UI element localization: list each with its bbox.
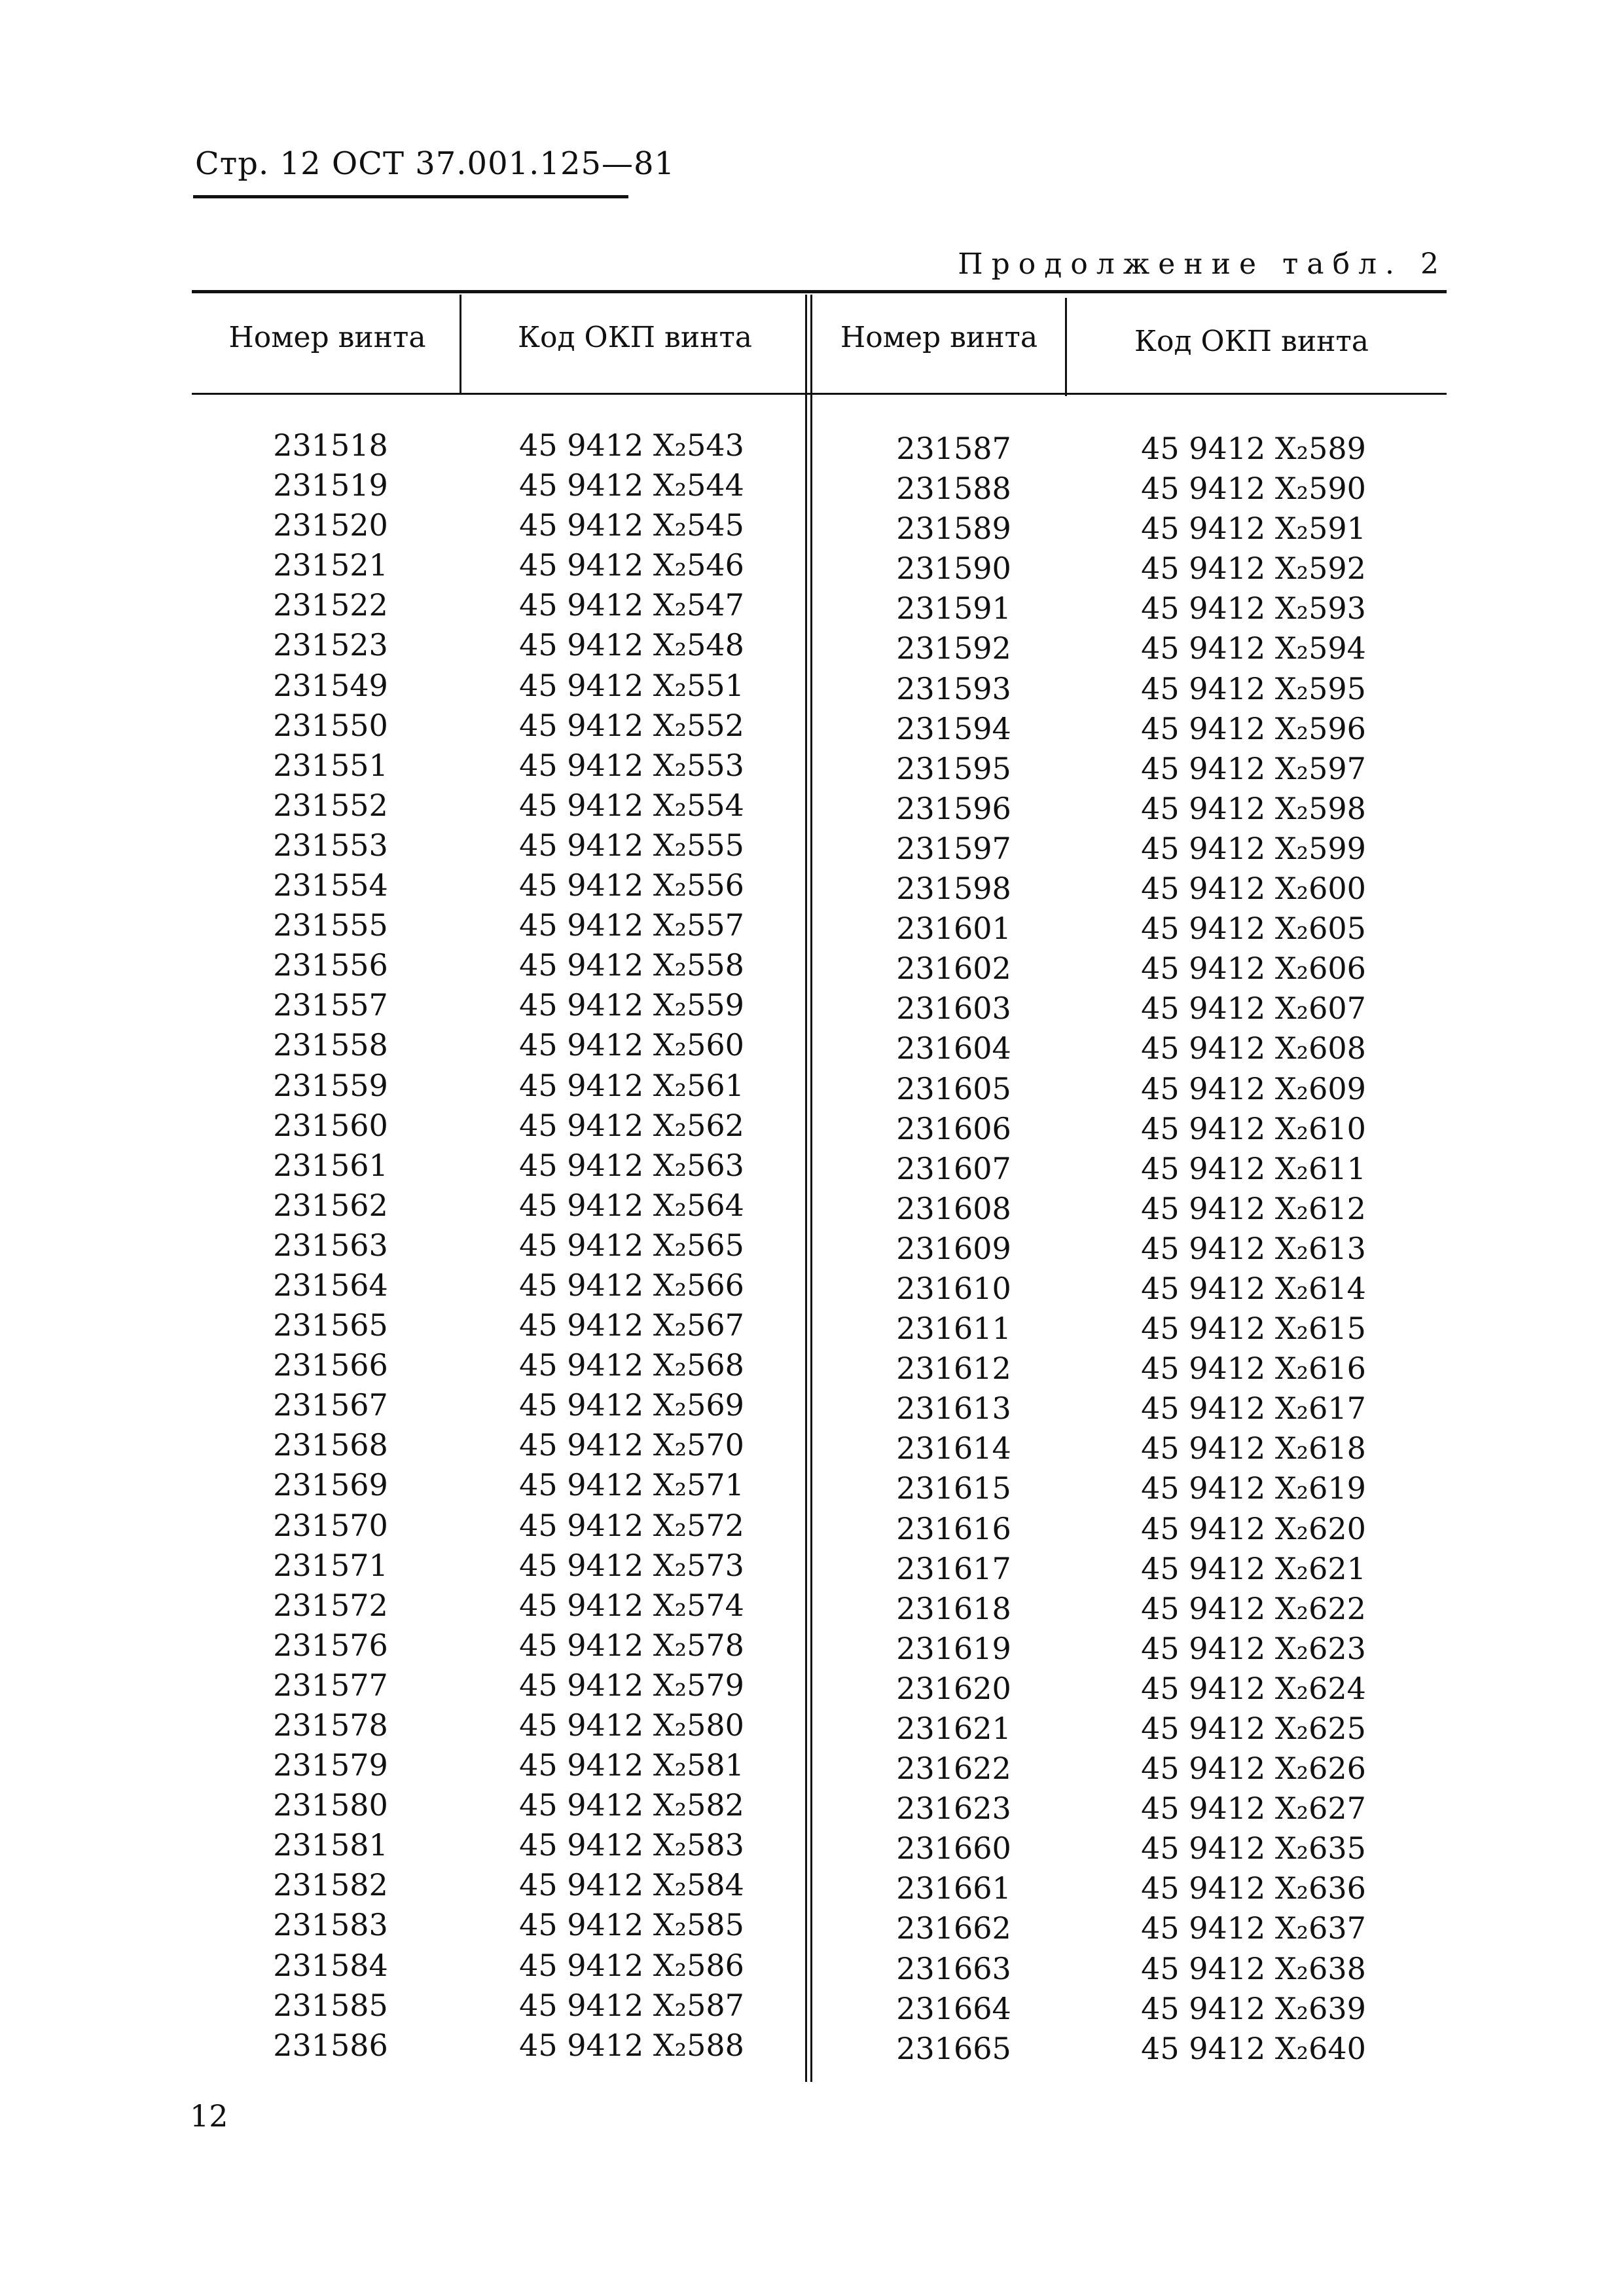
okp-code-cell: 45 9412 X₂625: [1141, 1711, 1366, 1746]
screw-number-cell: 231553: [273, 827, 388, 863]
okp-code-cell: 45 9412 X₂565: [519, 1227, 744, 1263]
okp-code-cell: 45 9412 X₂598: [1141, 790, 1366, 826]
screw-number-cell: 231616: [896, 1510, 1011, 1546]
table-center-divider: [805, 295, 807, 2082]
screw-number-cell: 231586: [273, 2027, 388, 2063]
screw-number-cell: 231520: [273, 507, 388, 543]
okp-code-cell: 45 9412 X₂568: [519, 1347, 744, 1383]
okp-code-cell: 45 9412 X₂573: [519, 1547, 744, 1583]
okp-code-cell: 45 9412 X₂635: [1141, 1831, 1366, 1867]
screw-number-cell: 231588: [896, 471, 1011, 507]
screw-number-cell: 231522: [273, 587, 388, 623]
okp-code-cell: 45 9412 X₂606: [1141, 951, 1366, 987]
okp-code-cell: 45 9412 X₂559: [519, 987, 744, 1023]
okp-code-cell: 45 9412 X₂623: [1141, 1630, 1366, 1666]
okp-code-cell: 45 9412 X₂563: [519, 1147, 744, 1183]
left-number-column: [249, 426, 412, 2066]
screw-number-cell: 231662: [896, 1910, 1011, 1946]
screw-number-cell: 231614: [896, 1430, 1011, 1467]
screw-number-cell: 231577: [273, 1667, 388, 1703]
screw-number-cell: 231556: [273, 947, 388, 983]
screw-number-cell: 231579: [273, 1747, 388, 1783]
okp-code-cell: 45 9412 X₂590: [1141, 471, 1366, 507]
screw-number-cell: 231552: [273, 787, 388, 823]
screw-number-cell: 231560: [273, 1107, 388, 1143]
screw-number-cell: 231595: [896, 750, 1011, 786]
screw-number-cell: 231609: [896, 1230, 1011, 1266]
column-divider: [1065, 298, 1067, 396]
page-number: 12: [190, 2098, 228, 2134]
left-code-column: [501, 426, 763, 2066]
okp-code-cell: 45 9412 X₂620: [1141, 1510, 1366, 1546]
screw-number-cell: 231518: [273, 428, 388, 463]
screw-number-cell: 231569: [273, 1467, 388, 1503]
screw-number-cell: 231608: [896, 1190, 1011, 1226]
okp-code-cell: 45 9412 X₂558: [519, 947, 744, 983]
screw-number-cell: 231587: [896, 431, 1011, 466]
screw-number-cell: 231554: [273, 867, 388, 903]
screw-number-cell: 231605: [896, 1070, 1011, 1106]
okp-code-cell: 45 9412 X₂611: [1141, 1150, 1366, 1186]
okp-code-cell: 45 9412 X₂607: [1141, 991, 1366, 1027]
okp-code-cell: 45 9412 X₂610: [1141, 1110, 1366, 1146]
okp-code-cell: 45 9412 X₂591: [1141, 511, 1366, 547]
screw-number-cell: 231619: [896, 1630, 1011, 1666]
right-code-column: [1123, 429, 1384, 2069]
okp-code-cell: 45 9412 X₂562: [519, 1107, 744, 1143]
okp-code-cell: 45 9412 X₂546: [519, 547, 744, 583]
screw-number-cell: 231550: [273, 707, 388, 743]
okp-code-cell: 45 9412 X₂580: [519, 1707, 744, 1743]
okp-code-cell: 45 9412 X₂595: [1141, 670, 1366, 706]
okp-code-cell: 45 9412 X₂574: [519, 1587, 744, 1623]
screw-number-cell: 231563: [273, 1227, 388, 1263]
column-header: Номер винта: [840, 321, 1038, 354]
screw-number-cell: 231564: [273, 1267, 388, 1303]
screw-number-cell: 231558: [273, 1027, 388, 1063]
screw-number-cell: 231665: [896, 2030, 1011, 2066]
okp-code-cell: 45 9412 X₂555: [519, 827, 744, 863]
screw-number-cell: 231615: [896, 1470, 1011, 1506]
screw-number-cell: 231661: [896, 1870, 1011, 1906]
screw-number-cell: 231567: [273, 1387, 388, 1423]
okp-code-cell: 45 9412 X₂587: [519, 1987, 744, 2023]
title-underline: [193, 195, 628, 198]
okp-code-cell: 45 9412 X₂588: [519, 2027, 744, 2063]
screw-number-cell: 231570: [273, 1507, 388, 1543]
okp-code-cell: 45 9412 X₂593: [1141, 591, 1366, 627]
okp-code-cell: 45 9412 X₂572: [519, 1507, 744, 1543]
screw-number-cell: 231578: [273, 1707, 388, 1743]
okp-code-cell: 45 9412 X₂544: [519, 467, 744, 503]
okp-code-cell: 45 9412 X₂636: [1141, 1870, 1366, 1906]
okp-code-cell: 45 9412 X₂567: [519, 1307, 744, 1343]
screw-number-cell: 231589: [896, 511, 1011, 547]
screw-number-cell: 231582: [273, 1867, 388, 1903]
screw-number-cell: 231523: [273, 627, 388, 663]
screw-number-cell: 231549: [273, 667, 388, 703]
column-header: Номер винта: [228, 321, 426, 354]
screw-number-cell: 231581: [273, 1827, 388, 1863]
okp-code-cell: 45 9412 X₂570: [519, 1427, 744, 1463]
screw-number-cell: 231607: [896, 1150, 1011, 1186]
okp-code-cell: 45 9412 X₂579: [519, 1667, 744, 1703]
screw-number-cell: 231663: [896, 1950, 1011, 1986]
okp-code-cell: 45 9412 X₂599: [1141, 830, 1366, 866]
okp-code-cell: 45 9412 X₂556: [519, 867, 744, 903]
okp-code-cell: 45 9412 X₂613: [1141, 1230, 1366, 1266]
column-header: Код ОКП винта: [517, 321, 753, 354]
screw-number-cell: 231568: [273, 1427, 388, 1463]
screw-number-cell: 231551: [273, 747, 388, 783]
screw-number-cell: 231618: [896, 1590, 1011, 1626]
okp-code-cell: 45 9412 X₂618: [1141, 1430, 1366, 1467]
screw-number-cell: 231590: [896, 551, 1011, 587]
okp-code-cell: 45 9412 X₂639: [1141, 1990, 1366, 2026]
okp-code-cell: 45 9412 X₂561: [519, 1067, 744, 1103]
table-header-rule: [192, 393, 1447, 395]
okp-code-cell: 45 9412 X₂566: [519, 1267, 744, 1303]
okp-code-cell: 45 9412 X₂608: [1141, 1030, 1366, 1066]
screw-number-cell: 231604: [896, 1030, 1011, 1066]
okp-code-cell: 45 9412 X₂640: [1141, 2030, 1366, 2066]
screw-number-cell: 231611: [896, 1311, 1011, 1347]
column-divider: [460, 295, 461, 393]
okp-code-cell: 45 9412 X₂624: [1141, 1670, 1366, 1706]
screw-number-cell: 231613: [896, 1391, 1011, 1427]
screw-number-cell: 231606: [896, 1110, 1011, 1146]
okp-code-cell: 45 9412 X₂609: [1141, 1070, 1366, 1106]
okp-code-cell: 45 9412 X₂585: [519, 1907, 744, 1943]
table-center-divider: [810, 295, 812, 2082]
screw-number-cell: 231555: [273, 907, 388, 943]
screw-number-cell: 231612: [896, 1351, 1011, 1387]
table-top-rule: [192, 290, 1447, 293]
okp-code-cell: 45 9412 X₂621: [1141, 1550, 1366, 1586]
screw-number-cell: 231602: [896, 951, 1011, 987]
screw-number-cell: 231621: [896, 1711, 1011, 1746]
column-header: Код ОКП винта: [1134, 325, 1369, 358]
okp-code-cell: 45 9412 X₂617: [1141, 1391, 1366, 1427]
okp-code-cell: 45 9412 X₂605: [1141, 911, 1366, 947]
screw-number-cell: 231597: [896, 830, 1011, 866]
okp-code-cell: 45 9412 X₂612: [1141, 1190, 1366, 1226]
screw-number-cell: 231622: [896, 1751, 1011, 1787]
screw-number-cell: 231521: [273, 547, 388, 583]
okp-code-cell: 45 9412 X₂614: [1141, 1270, 1366, 1306]
okp-code-cell: 45 9412 X₂564: [519, 1187, 744, 1223]
screw-number-cell: 231566: [273, 1347, 388, 1383]
screw-number-cell: 231559: [273, 1067, 388, 1103]
okp-code-cell: 45 9412 X₂589: [1141, 431, 1366, 466]
okp-code-cell: 45 9412 X₂638: [1141, 1950, 1366, 1986]
screw-number-cell: 231610: [896, 1270, 1011, 1306]
okp-code-cell: 45 9412 X₂615: [1141, 1311, 1366, 1347]
screw-number-cell: 231576: [273, 1627, 388, 1663]
screw-number-cell: 231623: [896, 1791, 1011, 1827]
screw-number-cell: 231519: [273, 467, 388, 503]
okp-code-cell: 45 9412 X₂582: [519, 1787, 744, 1823]
screw-number-cell: 231571: [273, 1547, 388, 1583]
okp-code-cell: 45 9412 X₂619: [1141, 1470, 1366, 1506]
screw-number-cell: 231562: [273, 1187, 388, 1223]
okp-code-cell: 45 9412 X₂548: [519, 627, 744, 663]
screw-number-cell: 231601: [896, 911, 1011, 947]
okp-code-cell: 45 9412 X₂552: [519, 707, 744, 743]
screw-number-cell: 231584: [273, 1947, 388, 1983]
screw-number-cell: 231620: [896, 1670, 1011, 1706]
document-title: Стр. 12 ОСТ 37.001.125—81: [195, 145, 676, 182]
okp-code-cell: 45 9412 X₂586: [519, 1947, 744, 1983]
okp-code-cell: 45 9412 X₂571: [519, 1467, 744, 1503]
okp-code-cell: 45 9412 X₂627: [1141, 1791, 1366, 1827]
okp-code-cell: 45 9412 X₂547: [519, 587, 744, 623]
okp-code-cell: 45 9412 X₂626: [1141, 1751, 1366, 1787]
okp-code-cell: 45 9412 X₂596: [1141, 710, 1366, 746]
screw-number-cell: 231603: [896, 991, 1011, 1027]
okp-code-cell: 45 9412 X₂622: [1141, 1590, 1366, 1626]
screw-number-cell: 231598: [896, 871, 1011, 907]
screw-number-cell: 231596: [896, 790, 1011, 826]
screw-number-cell: 231591: [896, 591, 1011, 627]
screw-number-cell: 231583: [273, 1907, 388, 1943]
right-number-column: [872, 429, 1036, 2069]
okp-code-cell: 45 9412 X₂616: [1141, 1351, 1366, 1387]
screw-number-cell: 231580: [273, 1787, 388, 1823]
okp-code-cell: 45 9412 X₂594: [1141, 630, 1366, 666]
okp-code-cell: 45 9412 X₂584: [519, 1867, 744, 1903]
screw-number-cell: 231557: [273, 987, 388, 1023]
okp-code-cell: 45 9412 X₂553: [519, 747, 744, 783]
okp-code-cell: 45 9412 X₂545: [519, 507, 744, 543]
screw-number-cell: 231660: [896, 1831, 1011, 1867]
screw-number-cell: 231592: [896, 630, 1011, 666]
okp-code-cell: 45 9412 X₂543: [519, 428, 744, 463]
screw-number-cell: 231585: [273, 1987, 388, 2023]
okp-code-cell: 45 9412 X₂569: [519, 1387, 744, 1423]
okp-code-cell: 45 9412 X₂583: [519, 1827, 744, 1863]
screw-number-cell: 231593: [896, 670, 1011, 706]
okp-code-cell: 45 9412 X₂600: [1141, 871, 1366, 907]
screw-number-cell: 231617: [896, 1550, 1011, 1586]
screw-number-cell: 231594: [896, 710, 1011, 746]
screw-number-cell: 231565: [273, 1307, 388, 1343]
okp-code-cell: 45 9412 X₂557: [519, 907, 744, 943]
okp-code-cell: 45 9412 X₂592: [1141, 551, 1366, 587]
okp-code-cell: 45 9412 X₂581: [519, 1747, 744, 1783]
okp-code-cell: 45 9412 X₂560: [519, 1027, 744, 1063]
okp-code-cell: 45 9412 X₂578: [519, 1627, 744, 1663]
screw-number-cell: 231561: [273, 1147, 388, 1183]
okp-code-cell: 45 9412 X₂597: [1141, 750, 1366, 786]
okp-code-cell: 45 9412 X₂551: [519, 667, 744, 703]
table-continuation-label: Продолжение табл. 2: [958, 247, 1447, 281]
screw-number-cell: 231572: [273, 1587, 388, 1623]
screw-number-cell: 231664: [896, 1990, 1011, 2026]
okp-code-cell: 45 9412 X₂637: [1141, 1910, 1366, 1946]
okp-code-cell: 45 9412 X₂554: [519, 787, 744, 823]
